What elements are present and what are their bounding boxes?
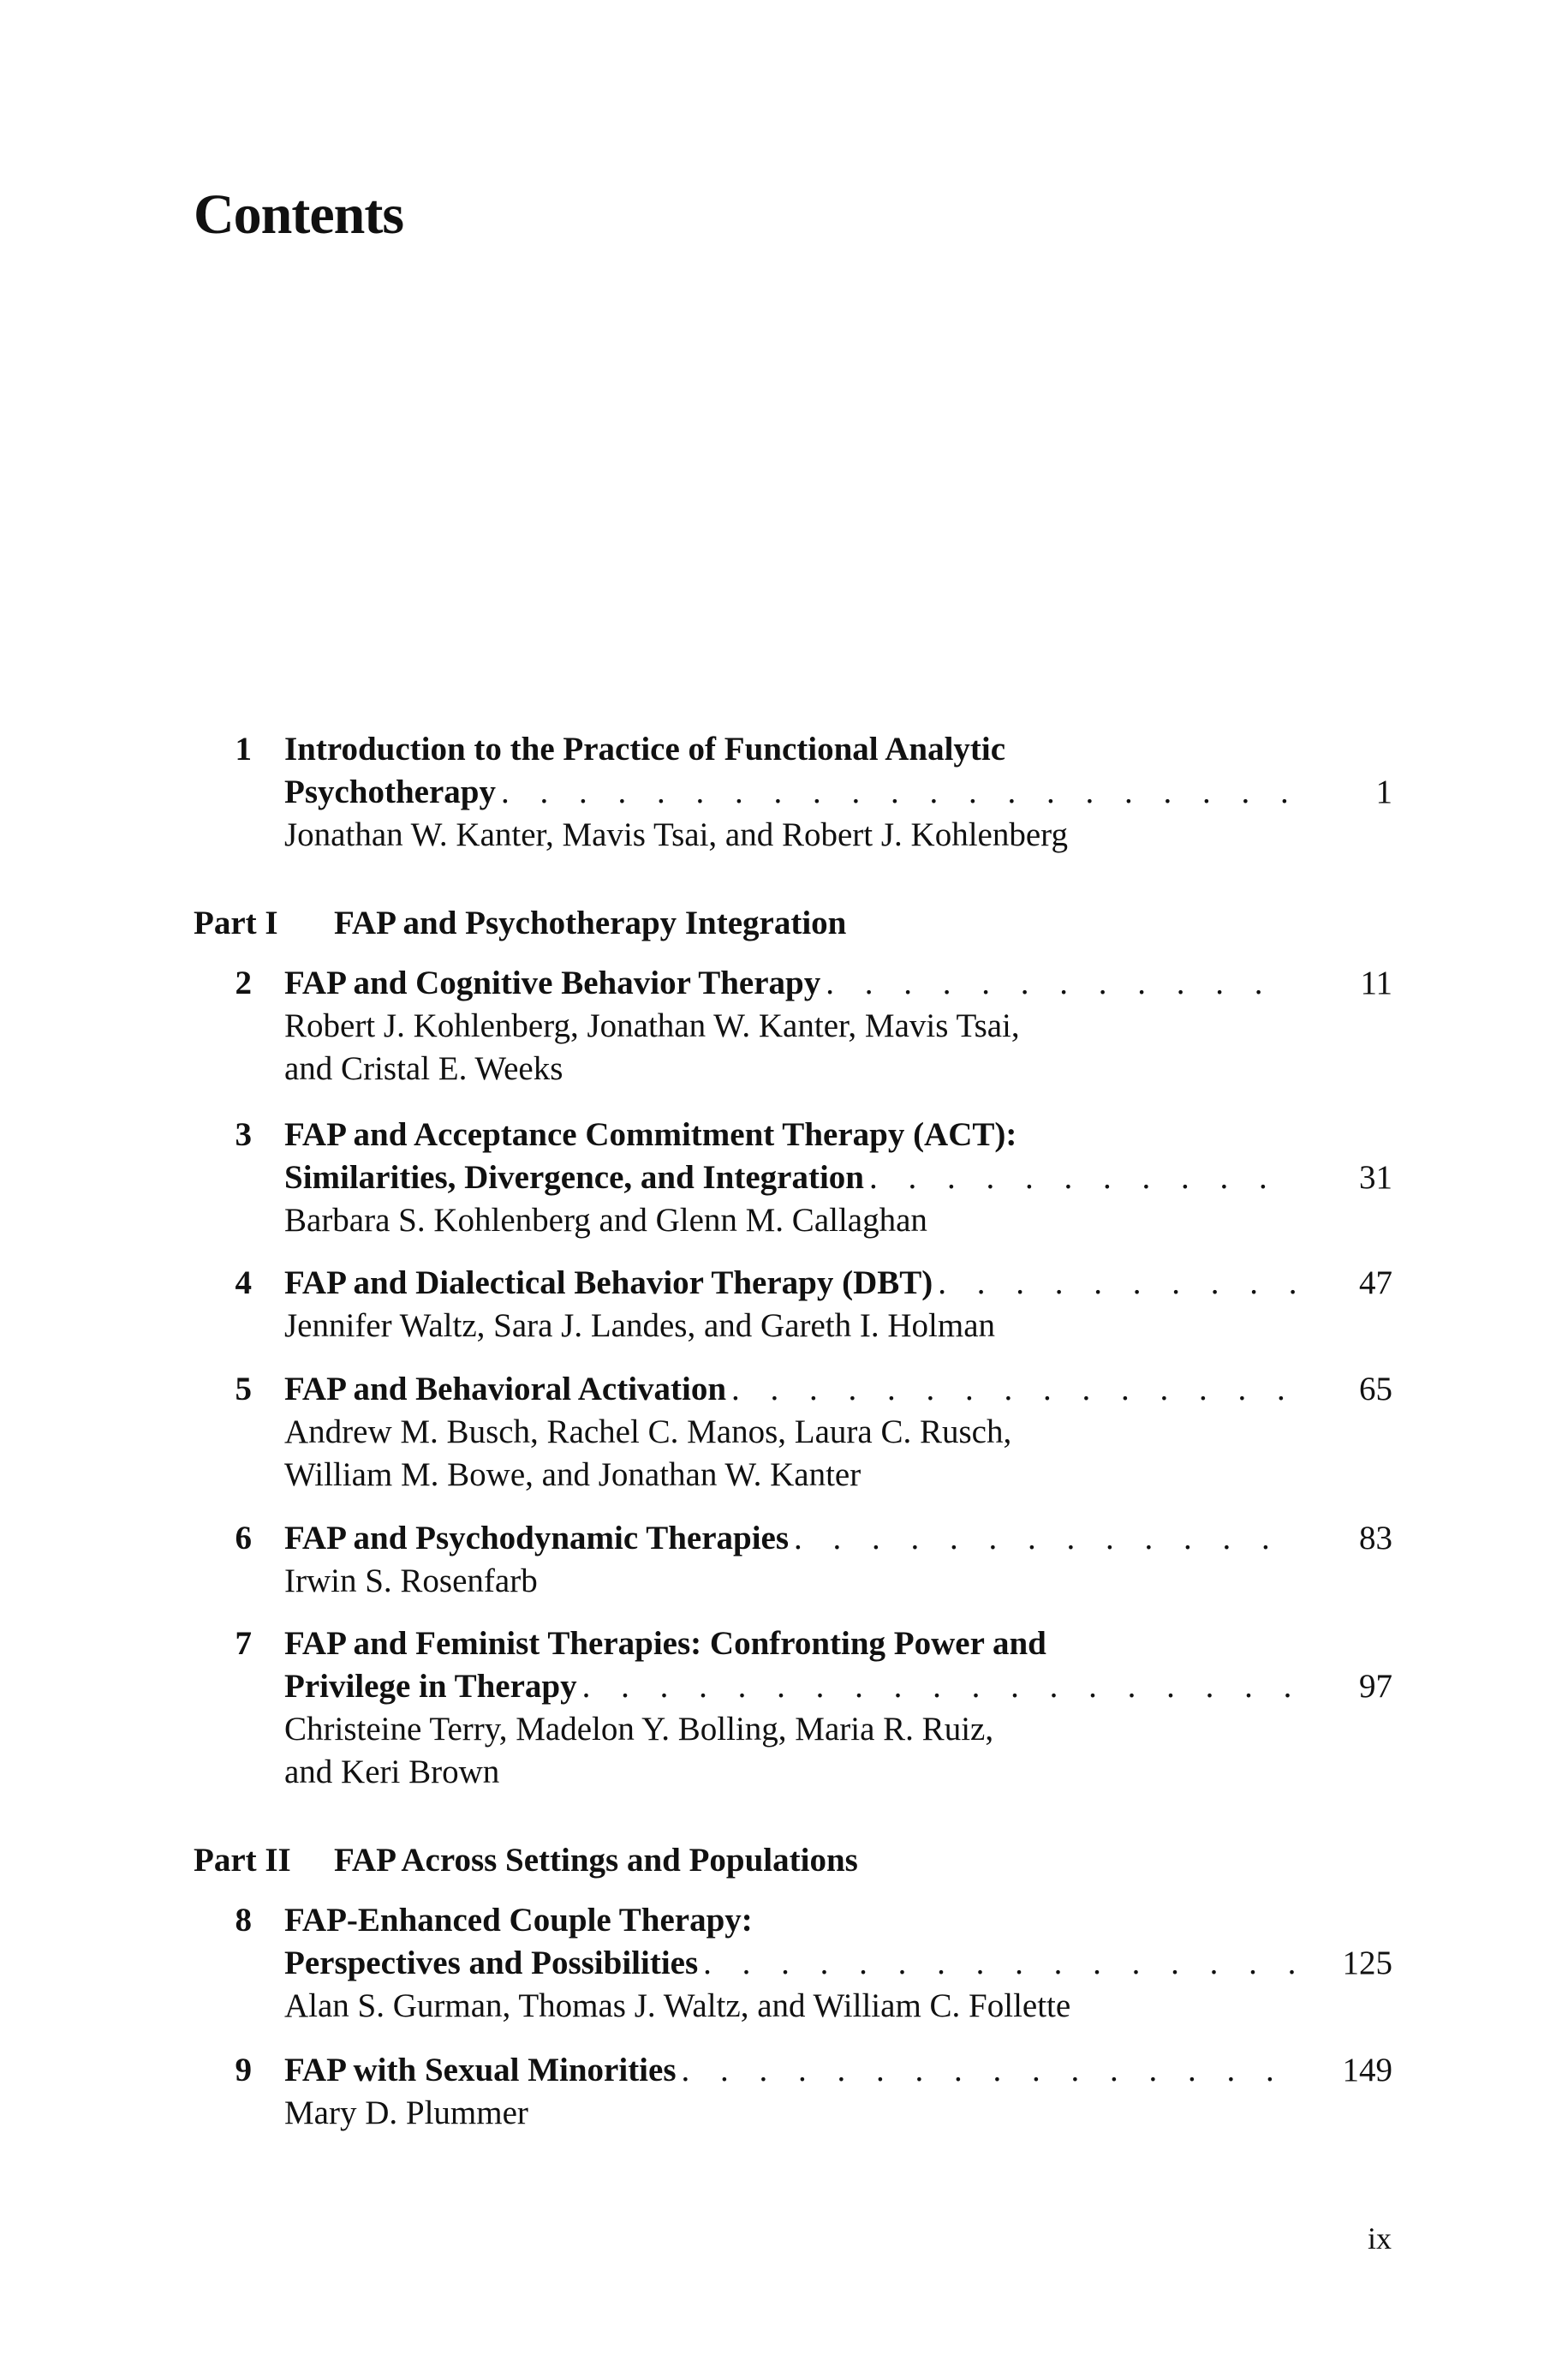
part-title: FAP Across Settings and Populations [334,1842,858,1879]
chapter-authors: Andrew M. Busch, Rachel C. Manos, Laura C. Rusch, [284,1413,1012,1450]
dot-leader [794,1517,1295,1560]
chapter-number: 1 [235,731,252,768]
page-ref: 65 [1359,1371,1392,1407]
page-ref: 47 [1359,1264,1392,1301]
chapter-title: Introduction to the Practice of Functional Analytic [284,731,1006,768]
page-number: ix [1367,2221,1392,2256]
chapter-title: Privilege in Therapy [284,1668,577,1705]
chapter-authors: Robert J. Kohlenberg, Jonathan W. Kanter, Mavis Tsai, [284,1007,1020,1044]
chapter-number: 8 [235,1902,252,1939]
page-ref: 1 [1375,774,1392,810]
chapter-authors: Alan S. Gurman, Thomas J. Waltz, and William C. Follette [284,1987,1071,2024]
chapter-authors: and Keri Brown [284,1754,500,1790]
page-ref: 125 [1342,1945,1392,1981]
chapter-number: 4 [235,1264,252,1301]
chapter-title: FAP-Enhanced Couple Therapy: [284,1902,753,1939]
part-label: Part I [194,905,278,941]
page-title: Contents [194,183,404,246]
dot-leader [703,1942,1295,1985]
page-ref: 149 [1342,2052,1392,2088]
chapter-authors: Christeine Terry, Madelon Y. Bolling, Maria R. Ruiz, [284,1711,994,1748]
dot-leader [869,1156,1295,1199]
chapter-title: Perspectives and Possibilities [284,1945,699,1981]
chapter-title: FAP and Behavioral Activation [284,1371,727,1407]
dot-leader [501,771,1295,814]
chapter-authors: Jonathan W. Kanter, Mavis Tsai, and Robert J. Kohlenberg [284,816,1068,853]
chapter-title: FAP and Acceptance Commitment Therapy (ACT): [284,1116,1017,1153]
page-ref: 31 [1359,1159,1392,1196]
part-heading-1 [194,902,847,945]
page-ref: 11 [1360,965,1392,1001]
dot-leader [731,1368,1295,1411]
chapter-authors: Barbara S. Kohlenberg and Glenn M. Callaghan [284,1202,927,1239]
chapter-title: FAP and Feminist Therapies: Confronting Power and [284,1625,1046,1662]
chapter-title: FAP with Sexual Minorities [284,2052,677,2088]
chapter-authors: William M. Bowe, and Jonathan W. Kanter [284,1456,862,1493]
page-ref: 83 [1359,1520,1392,1556]
chapter-authors: Jennifer Waltz, Sara J. Landes, and Gareth I. Holman [284,1307,996,1344]
part-heading-2 [194,1839,858,1882]
chapter-title: FAP and Psychodynamic Therapies [284,1520,790,1556]
dot-leader [582,1665,1295,1708]
part-title: FAP and Psychotherapy Integration [334,905,847,941]
chapter-number: 6 [235,1520,252,1556]
chapter-number: 2 [235,965,252,1001]
dot-leader [938,1262,1295,1305]
dot-leader [682,2049,1295,2092]
page-ref: 97 [1359,1668,1392,1705]
chapter-title: Similarities, Divergence, and Integration [284,1159,864,1196]
chapter-authors: and Cristal E. Weeks [284,1050,563,1087]
chapter-title: FAP and Dialectical Behavior Therapy (DBT) [284,1264,933,1301]
chapter-number: 5 [235,1371,252,1407]
chapter-title: Psychotherapy [284,774,496,810]
chapter-number: 9 [235,2052,252,2088]
dot-leader [826,962,1295,1005]
chapter-title: FAP and Cognitive Behavior Therapy [284,965,821,1001]
part-label: Part II [194,1842,291,1879]
chapter-authors: Irwin S. Rosenfarb [284,1562,538,1599]
chapter-number: 7 [235,1625,252,1662]
chapter-authors: Mary D. Plummer [284,2094,528,2131]
chapter-number: 3 [235,1116,252,1153]
